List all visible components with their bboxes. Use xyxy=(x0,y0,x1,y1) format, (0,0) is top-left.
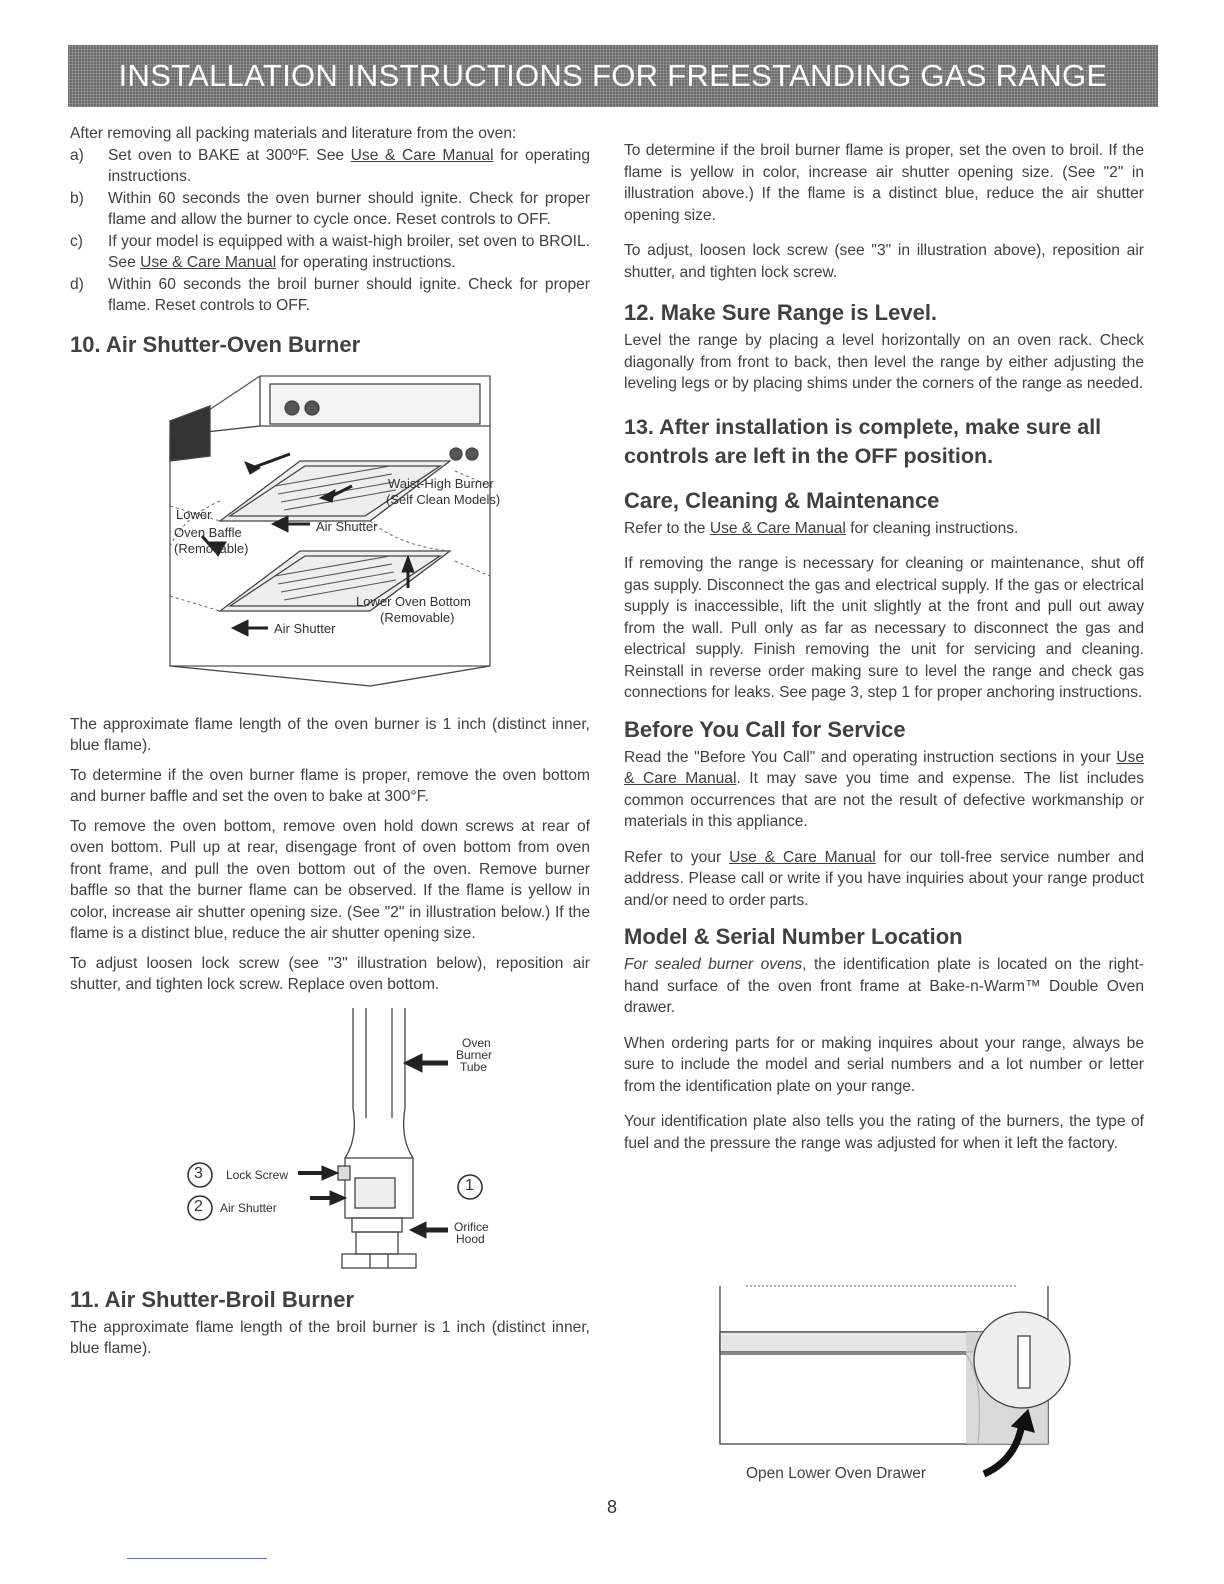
label-oven-baffle: Oven Baffle xyxy=(174,524,242,540)
label-hood: Hood xyxy=(456,1231,485,1246)
label-lower: Lower xyxy=(176,506,212,522)
page-banner xyxy=(68,45,1158,107)
label-self-clean: (Self Clean Models) xyxy=(386,491,501,507)
broil-adjust-paragraph: To adjust, loosen lock screw (see "3" in illustration above), reposition air shutter, and tighten lock screw. xyxy=(624,242,1144,281)
oven-cavity-illustration xyxy=(70,366,590,706)
label-air-shutter: Air Shutter xyxy=(220,1200,277,1215)
label-air-shutter-top: Air Shutter xyxy=(316,518,378,534)
model-paragraph-3: Your identification plate also tells you the rating of the burners, the type of fuel and the pressure the range was adjusted for when it left the factory. xyxy=(624,1113,1144,1152)
callout-2: 2 xyxy=(194,1197,203,1215)
page-number: 8 xyxy=(606,1497,617,1517)
use-care-link[interactable]: Use & Care Manual xyxy=(709,519,846,537)
step-b: b) Within 60 seconds the oven burner should ignite. Check for proper flame and allow the burner to cycle once. Reset controls to OFF. xyxy=(70,189,590,228)
drawer-figure xyxy=(716,1284,1086,1494)
section-12-paragraph: Level the range by placing a level horizontally on an oven rack. Check diagonally from front to back, then level the range by either adjusting the leveling legs or by placing shims under the corners of the range as needed. xyxy=(624,332,1144,392)
use-care-link[interactable]: Use & Care Manual xyxy=(350,146,494,164)
care-paragraph-1: Refer to the Use & Care Manual for cleaning instructions. xyxy=(624,519,1019,537)
label-removable-1: (Removable) xyxy=(174,540,249,556)
intro-text: After removing all packing materials and literature from the oven: xyxy=(70,125,517,142)
right-column xyxy=(624,140,1144,1154)
step-c: c) If your model is equipped with a waist-high broiler, set oven to BROIL. See Use & Care Manual for operating instructions. xyxy=(70,232,590,271)
label-burner: Burner xyxy=(456,1047,493,1062)
label-lock-screw: Lock Screw xyxy=(226,1167,289,1182)
step-d: d) Within 60 seconds the broil burner should ignite. Check for proper flame. Reset controls to OFF. xyxy=(70,275,590,314)
label-air-shutter-bottom: Air Shutter xyxy=(274,620,336,636)
air-shutter-figure xyxy=(70,1008,590,1280)
footer-divider xyxy=(127,1558,267,1559)
callout-1: 1 xyxy=(465,1176,474,1194)
label-lower-oven-bottom: Lower Oven Bottom xyxy=(356,593,471,609)
burner-tube-illustration xyxy=(70,1008,590,1280)
section-12-heading: 12. Make Sure Range is Level. xyxy=(624,300,938,325)
model-paragraph-1: For sealed burner ovens, the identification plate is located on the right-hand surface of the oven front frame at Bake-n-Warm™ Double Oven drawer. xyxy=(624,956,1144,1016)
label-tube: Tube xyxy=(460,1059,487,1074)
section-10-heading: 10. Air Shutter-Oven Burner xyxy=(70,331,361,357)
section-11-paragraph: The approximate flame length of the broil burner is 1 inch (distinct inner, blue flame). xyxy=(70,1318,590,1357)
use-care-link[interactable]: Use & Care Manual xyxy=(624,748,1144,787)
left-column xyxy=(70,123,590,1360)
broil-flame-paragraph: To determine if the broil burner flame is proper, set the oven to broil. If the flame is yellow in color, increase air shutter opening size. (See "2" in illustration above.) If the flame is a distinct blue, reduce the air shutter opening size. xyxy=(624,142,1144,224)
use-care-link[interactable]: Use & Care Manual xyxy=(140,254,277,271)
service-paragraph-1: Read the "Before You Call" and operating instruction sections in your Use & Care Manual. It may save you time and expense. The list includes common occurrences that are not the result of defective workmanship or materials in this appliance. xyxy=(624,748,1144,830)
oven-burner-figure xyxy=(70,366,590,706)
section-11-heading: 11. Air Shutter-Broil Burner xyxy=(70,1286,355,1312)
use-care-link[interactable]: Use & Care Manual xyxy=(729,848,876,866)
model-heading: Model & Serial Number Location xyxy=(624,924,963,949)
service-paragraph-2: Refer to your Use & Care Manual for our toll-free service number and address. Please call or write if you have inquiries about your range product and/or need to order parts. xyxy=(624,848,1144,909)
label-oven: Oven xyxy=(462,1035,491,1050)
step-a: a) Set oven to BAKE at 300ºF. See Use & Care Manual for operating instructions. xyxy=(70,146,591,185)
drawer-caption: Open Lower Oven Drawer xyxy=(746,1465,927,1482)
section-10-paragraph-2: To determine if the oven burner flame is proper, remove the oven bottom and burner baffle and set the oven to bake at 300°F. xyxy=(70,766,590,805)
section-10-paragraph-3: To remove the oven bottom, remove oven hold down screws at rear of oven bottom. Pull up at rear, disengage front of oven bottom from oven front frame, and pull the oven bottom out of the oven. Remove burner baffle so that the burner flame can be observed. If the flame is yellow in color, increase air shutter opening size. (See "2" in illustration below.) If the flame is a distinct blue, reduce the air shutter opening size. xyxy=(70,817,590,942)
section-10-paragraph-1: The approximate flame length of the oven burner is 1 inch (distinct inner, blue flame). xyxy=(70,715,590,754)
label-removable-2: (Removable) xyxy=(380,609,455,625)
service-heading: Before You Call for Service xyxy=(624,716,906,742)
section-13-heading: 13. After installation is complete, make sure all controls are left in the OFF position. xyxy=(624,414,1102,468)
care-heading: Care, Cleaning & Maintenance xyxy=(624,487,940,513)
model-paragraph-2: When ordering parts for or making inquires about your range, always be sure to include the model and serial numbers and a lot number or letter from the identification plate on your range. xyxy=(624,1034,1144,1095)
label-orifice: Orifice xyxy=(454,1219,489,1234)
steps-list xyxy=(70,145,590,317)
label-waist-high-burner: Waist-High Burner xyxy=(388,475,494,491)
section-10-paragraph-4: To adjust loosen lock screw (see "3" illustration below), reposition air shutter, and tighten lock screw. Replace oven bottom. xyxy=(70,954,590,993)
care-paragraph-2: If removing the range is necessary for cleaning or maintenance, shut off gas supply. Disconnect the gas and electrical supply. If the gas or electrical supply is inaccessible, lift the unit slightly at the front and pull out away from the wall. Pull only as far as necessary to disconnect the gas and electrical supply. Finish removing the unit for servicing and cleaning. Reinstall in reverse order making sure to level the range and check gas connections for leaks. See page 3, step 1 for proper anchoring instructions. xyxy=(624,555,1144,701)
oven-drawer-illustration xyxy=(716,1284,1086,1494)
callout-3: 3 xyxy=(194,1164,203,1182)
banner-title: INSTALLATION INSTRUCTIONS FOR FREESTANDING GAS RANGE xyxy=(118,58,1108,93)
